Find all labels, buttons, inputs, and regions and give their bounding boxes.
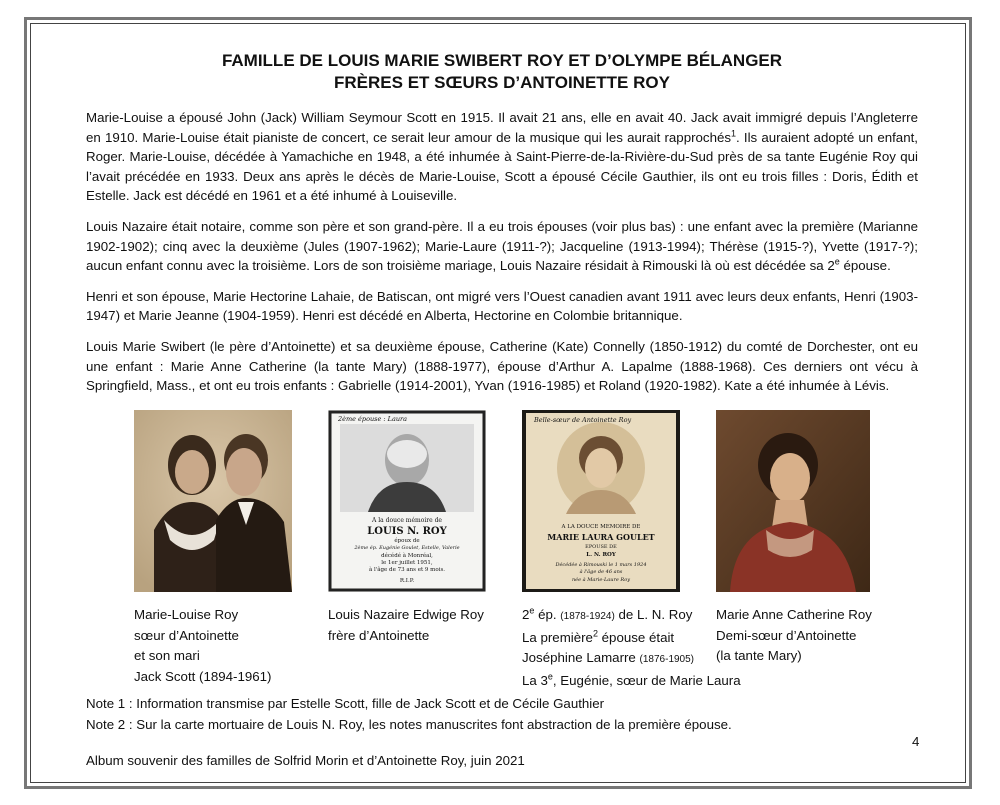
- caption-line: [522, 605, 741, 628]
- memorial-card-marie-laura-goulet: [522, 410, 680, 592]
- paragraph-henri: Henri et son épouse, Marie Hectorine Lahaie, de Batiscan, ont migré vers l’Ouest canadien avant 1911 avec leurs deux enfants, Henri (1903-1947) et Marie Jeanne (1904-1959). Henri est décédé en Alberta, Hectorine en Colombie britannique.: [86, 288, 918, 324]
- paragraph-text: Louis Nazaire était notaire, comme son père et son grand-père. Il a eu trois épouses (voir plus bas) : une enfant avec la première (Marianne 1902-1902); cinq avec la deuxième (Jules (1907-1962); Marie-Laure (1911-?); Jacqueline (1913-1994); Thérèse (1915-?), Yvette (1917-?); aucun enfant connu avec la troisième. Lors de son troisième mariage, Louis Nazaire résidait à Rimouski là où est décédée sa 2: [86, 218, 918, 274]
- caption-line: [522, 628, 741, 649]
- page-number: 4: [912, 734, 920, 749]
- memorial-card-image: [522, 410, 680, 592]
- caption-text: , Eugénie, sœur de Marie Laura: [552, 672, 741, 688]
- caption-line: Jack Scott (1894-1961): [134, 668, 272, 684]
- caption-text: Joséphine Lamarre: [522, 650, 640, 665]
- caption-text: de L. N. Roy: [614, 607, 693, 622]
- card-line: Décédée à Rimouski le 1 mars 1924: [555, 562, 647, 568]
- memorial-card-louis-roy: [328, 410, 486, 592]
- footnotes: [86, 694, 732, 735]
- caption-line: frère d’Antoinette: [328, 627, 430, 643]
- card-handwriting: 2ème épouse : Laura: [338, 415, 408, 423]
- caption-text: 2: [522, 607, 530, 622]
- card-line: EPOUSE DE: [585, 544, 617, 550]
- card-line: décédé à Monréal,: [381, 553, 433, 559]
- paragraph-text: Marie-Louise a épousé John (Jack) William Seymour Scott en 1915. Il avait 21 ans, elle en avait 40. Jack avait immigré depuis l’Angleterre en 1910. Marie-Louise était pianiste de concert, ce serait leur amour de la musique qui les aurait rapprochés: [86, 110, 918, 145]
- card-line: L. N. ROY: [586, 552, 616, 558]
- card-line: époux de: [394, 538, 420, 544]
- card-name: MARIE LAURA GOULET: [547, 532, 655, 542]
- sepia-portrait-photo-icon: [716, 410, 870, 592]
- card-line: née à Marie-Laure Roy: [571, 577, 631, 583]
- caption-text: La première: [522, 629, 593, 645]
- note-2: Note 2 : Sur la carte mortuaire de Louis N. Roy, les notes manuscrites font abstraction de la première épouse.: [86, 716, 732, 732]
- title-line-2: FRÈRES ET SŒURS D’ANTOINETTE ROY: [334, 73, 670, 92]
- caption-line: sœur d’Antoinette: [134, 627, 239, 643]
- paragraph-marie-louise: [86, 108, 918, 206]
- title-line-1: FAMILLE DE LOUIS MARIE SWIBERT ROY ET D’OLYMPE BÉLANGER: [221, 51, 783, 70]
- caption-line: Marie Anne Catherine Roy: [716, 607, 872, 622]
- superscript: e: [547, 671, 553, 682]
- photo-marie-anne-catherine: [716, 410, 870, 592]
- caption-line: Demi-sœur d’Antoinette: [716, 627, 857, 643]
- caption-dates: (1876-1905): [639, 654, 695, 665]
- card-line: 2ème ép. Eugénie Goulet, Estelle, Valerie: [354, 545, 460, 551]
- memorial-card-image: [328, 410, 486, 592]
- card-line: A LA DOUCE MEMOIRE DE: [561, 524, 641, 530]
- caption-text: La 3: [522, 672, 548, 688]
- card-line: le 1er juillet 1951,: [381, 560, 433, 566]
- paragraph-louis-nazaire: [86, 217, 918, 276]
- card-line: A la douce mémoire de: [372, 517, 442, 524]
- card-line: R.I.P.: [399, 578, 415, 584]
- card-line: à l'âge de 73 ans et 9 mois.: [368, 567, 446, 573]
- caption-line: [522, 671, 741, 692]
- caption-dates: (1878-1924): [560, 611, 615, 622]
- caption-line: (la tante Mary): [716, 648, 802, 663]
- photo-marie-louise-and-jack: [134, 410, 292, 592]
- card-line: à l'âge de 46 ans: [579, 569, 623, 575]
- caption-photo-4: [716, 605, 872, 667]
- superscript: e: [834, 256, 840, 267]
- caption-text: épouse était: [597, 629, 675, 645]
- paragraph-text: . Ils auraient adopté un enfant, Roger. Marie-Louise, décédée à Yamachiche en 1948, a été inhumée à Saint-Pierre-de-la-Rivière-du-Sud près de sa tante Eugénie Roy qui l’avait précédée en 1933. Deux ans après le décès de Marie-Louise, Scott a épousé Cécile Gauthier, ils ont eu trois filles : Doris, Édith et Estelle. Jack est décédé en 1961 et a été inhumé à Louiseville.: [86, 129, 918, 204]
- card-name: LOUIS N. ROY: [367, 526, 447, 537]
- footnote-ref: 1: [731, 128, 737, 139]
- caption-line: Marie-Louise Roy: [134, 607, 239, 622]
- paragraph-text: épouse.: [839, 258, 891, 274]
- caption-photo-1: [134, 605, 271, 687]
- superscript: e: [529, 605, 535, 616]
- caption-photo-2: [328, 605, 484, 646]
- caption-photo-3: [522, 605, 741, 691]
- caption-line: [522, 648, 741, 671]
- page-title: [86, 50, 918, 94]
- caption-text: ép.: [534, 607, 561, 622]
- footnote-ref: 2: [592, 628, 598, 639]
- sepia-couple-photo-icon: [134, 410, 292, 592]
- card-handwriting: Belle-sœur de Antoinette Roy: [534, 416, 632, 424]
- main-text: [86, 50, 918, 407]
- caption-line: et son mari: [134, 648, 200, 663]
- note-1: Note 1 : Information transmise par Estelle Scott, fille de Jack Scott et de Cécile Gauthier: [86, 696, 605, 711]
- page-footer: Album souvenir des familles de Solfrid Morin et d’Antoinette Roy, juin 2021: [86, 753, 525, 768]
- caption-line: Louis Nazaire Edwige Roy: [328, 607, 484, 622]
- paragraph-louis-marie-swibert: Louis Marie Swibert (le père d’Antoinette) et sa deuxième épouse, Catherine (Kate) Connelly (1850-1912) du comté de Dorchester, ont eu une enfant : Marie Anne Catherine (la tante Mary) (1888-1977), épouse d’Arthur A. Lapalme (1888-1968). Ces derniers ont vécu à Springfield, Mass., et ont eu trois enfants : Gabrielle (1914-2001), Yvan (1916-1985) et Roland (1920-1982). Kate a été inhumée à Lévis.: [86, 338, 918, 394]
